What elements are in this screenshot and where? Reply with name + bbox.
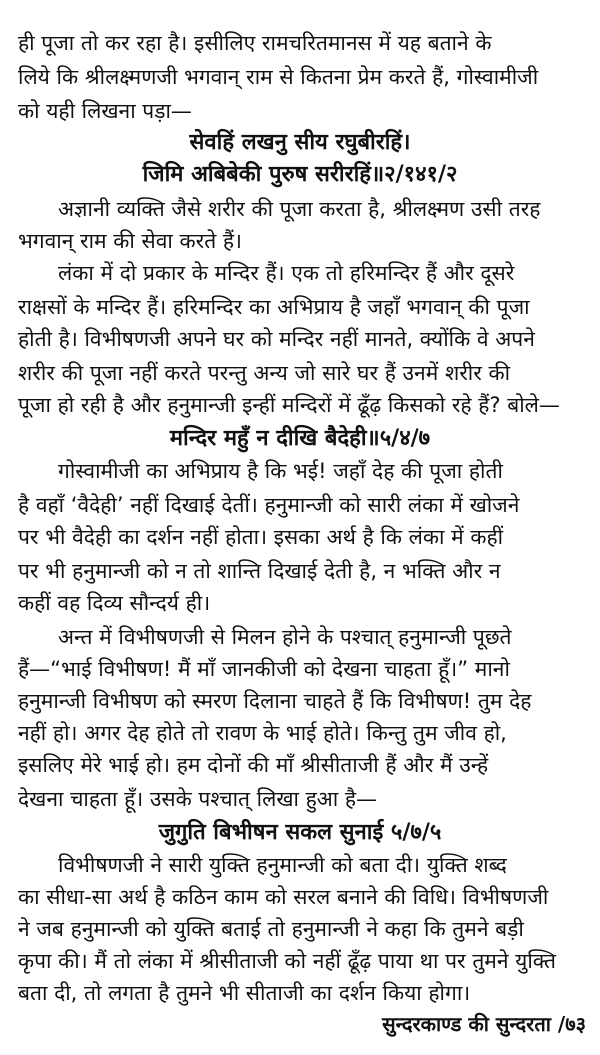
text-line: देखना चाहता हूँ। उसके पश्चात् लिखा हुआ है— (18, 787, 378, 811)
text-line: लिये कि श्रीलक्ष्मणजी भगवान् राम से कितना प्रेम करते हैं, गोस्वामीजी (18, 65, 539, 89)
verse-line: जुगुति बिभीषन सकल सुनाई ५/७/५ (158, 820, 442, 845)
text-line: लंका में दो प्रकार के मन्दिर हैं। एक तो हरिमन्दिर हैं और दूसरे (58, 261, 515, 285)
text-line: का सीधा-सा अर्थ है कठिन काम को सरल बनाने की विधि। विभीषणजी (18, 885, 549, 909)
page-footer: सुन्दरकाण्ड की सुन्दरता /७३ (382, 1012, 586, 1036)
text-line: कृपा की। मैं तो लंका में श्रीसीताजी को नहीं ढूँढ़ पाया था पर तुमने युक्ति (18, 949, 557, 973)
text-line: बता दी, तो लगता है तुमने भी सीताजी का दर्शन किया होगा। (18, 981, 471, 1005)
text-line: है वहाँ ‘वैदेही’ नहीं दिखाई देतीं। हनुमान्जी को सारी लंका में खोजने (18, 493, 520, 517)
text-line: इसलिए मेरे भाई हो। हम दोनों की माँ श्रीसीताजी हैं और मैं उन्हें (18, 753, 489, 777)
text-line: पर भी हनुमान्जी को न तो शान्ति दिखाई देती है, न भक्ति और न (18, 559, 501, 583)
text-line: भगवान् राम की सेवा करते हैं। (18, 229, 242, 253)
text-line: अज्ञानी व्यक्ति जैसे शरीर की पूजा करता है, श्रीलक्ष्मण उसी तरह (58, 197, 541, 221)
text-line: अन्त में विभीषणजी से मिलन होने के पश्चात् हनुमान्जी पूछते (58, 625, 512, 649)
text-line: ही पूजा तो कर रहा है। इसीलिए रामचरितमानस में यह बताने के (18, 31, 492, 55)
text-line: पर भी वैदेही का दर्शन नहीं होता। इसका अर्थ है कि लंका में कहीं (18, 525, 504, 549)
text-line: को यही लिखना पड़ा— (18, 99, 192, 123)
text-line: राक्षसों के मन्दिर हैं। हरिमन्दिर का अभिप्राय है जहाँ भगवान् की पूजा (18, 295, 530, 319)
text-line: हैं—“भाई विभीषण! मैं माँ जानकीजी को देखना चाहता हूँ।” मानो (18, 657, 510, 681)
verse-line: मन्दिर महुँ न दीखि बैदेही॥५/४/७ (169, 426, 431, 451)
text-line: कहीं वह दिव्य सौन्दर्य ही। (18, 591, 211, 615)
verse-line: सेवहिं लखनु सीय रघुबीरहिं। (189, 130, 411, 155)
text-line: ने जब हनुमान्जी को युक्ति बताई तो हनुमान्जी ने कहा कि तुमने बड़ी (18, 917, 524, 941)
text-line: नहीं हो। अगर देह होते तो रावण के भाई होते। किन्तु तुम जीव हो, (18, 721, 507, 745)
text-line: होती है। विभीषणजी अपने घर को मन्दिर नहीं मानते, क्योंकि वे अपने (18, 327, 535, 351)
text-line: शरीर की पूजा नहीं करते परन्तु अन्य जो सारे घर हैं उनमें शरीर की (18, 361, 511, 385)
text-line: पूजा हो रही है और हनुमान्जी इन्हीं मन्दिरों में ढूँढ़ किसको रहे हैं? बोले— (18, 393, 560, 417)
verse-line: जिमि अबिबेकी पुरुष सरीरहिं॥२/१४१/२ (142, 162, 458, 187)
text-line: हनुमान्जी विभीषण को स्मरण दिलाना चाहते हैं कि विभीषण! तुम देह (18, 689, 532, 713)
text-line: गोस्वामीजी का अभिप्राय है कि भई! जहाँ देह की पूजा होती (58, 459, 503, 483)
text-line: विभीषणजी ने सारी युक्ति हनुमान्जी को बता दी। युक्ति शब्द (58, 853, 507, 877)
